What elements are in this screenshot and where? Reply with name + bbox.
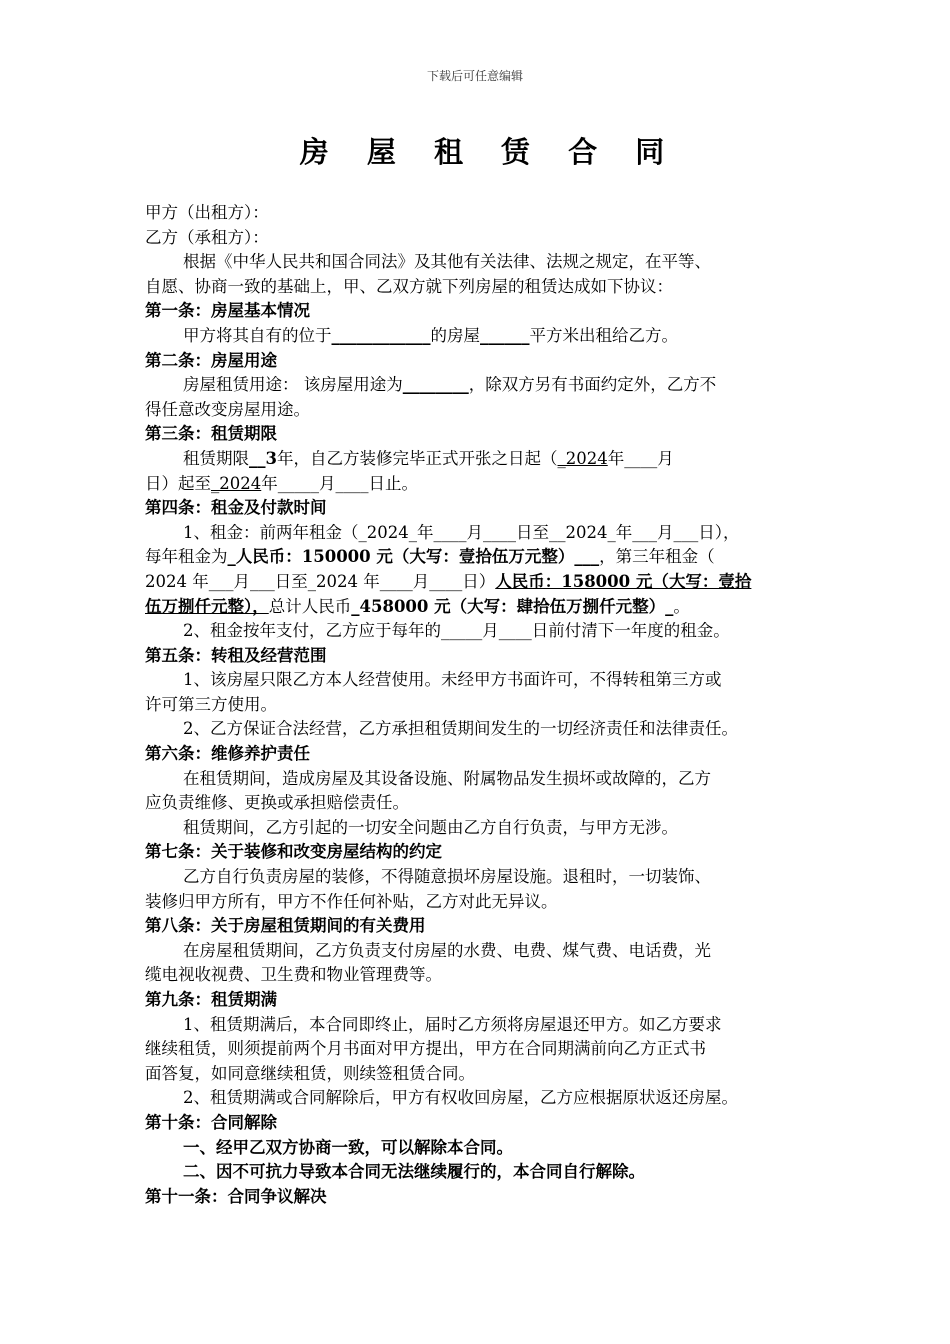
a3-text-2: 年，自乙方装修完毕正式开张之日起（	[276, 448, 558, 468]
article-4-line-3	[145, 570, 820, 595]
article-2-para-2: 得任意改变房屋用途。	[145, 399, 310, 419]
a1-text-1: 甲方将其自有的位于	[183, 325, 332, 345]
a3-text-5: 日）起至	[145, 473, 211, 493]
a4-total-rent: _458000 元（大写：肆拾伍万捌仟元整）_	[351, 596, 674, 616]
document-title: 房 屋 租 赁 合 同	[299, 135, 679, 169]
article-1-para	[145, 324, 820, 349]
a3-end-day-blank: ____	[335, 473, 369, 493]
article-6-line-3: 租赁期间，乙方引起的一切安全问题由乙方自行负责，与甲方无涉。	[183, 817, 678, 837]
article-1-title: 第一条：房屋基本情况	[145, 301, 310, 321]
intro-line-1: 根据《中华人民共和国合同法》及其他有关法律、法规之规定，在平等、	[183, 252, 711, 272]
article-9-line-1: 1、租赁期满后，本合同即终止，届时乙方须将房屋退还甲方。如乙方要求	[183, 1014, 722, 1034]
intro-line-2: 自愿、协商一致的基础上，甲、乙双方就下列房屋的租赁达成如下协议：	[145, 276, 673, 296]
article-3-para-2	[145, 472, 820, 497]
a3-text-4: 月	[657, 448, 674, 468]
article-7-title: 第七条：关于装修和改变房屋结构的约定	[145, 842, 442, 862]
a3-text-3: 年	[607, 448, 625, 468]
a3-text-7: 月	[319, 473, 336, 493]
a3-term-years: __3	[249, 448, 277, 468]
article-2-title: 第二条：房屋用途	[145, 350, 277, 370]
contract-body	[145, 201, 820, 1209]
article-8-line-1: 在房屋租赁期间，乙方负责支付房屋的水费、电费、煤气费、电话费，光	[183, 940, 711, 960]
a4-third-year-rent: 人民币：158000 元（大写：壹拾	[495, 571, 752, 591]
article-6-line-2: 应负责维修、更换或承担赔偿责任。	[145, 793, 409, 813]
article-6-line-1: 在租赁期间，造成房屋及其设备设施、附属物品发生损坏或故障的，乙方	[183, 768, 711, 788]
article-5-line-2: 许可第三方使用。	[145, 694, 277, 714]
article-6-title: 第六条：维修养护责任	[145, 744, 310, 764]
article-10-line-1: 一、经甲乙双方协商一致，可以解除本合同。	[183, 1137, 513, 1157]
header-note: 下载后可任意编辑	[426, 69, 523, 83]
a3-text-8: 日止。	[368, 473, 418, 493]
a1-blank-location: ____________	[331, 325, 431, 345]
article-10-title: 第十条：合同解除	[145, 1112, 277, 1132]
a1-text-3: 平方米出租给乙方。	[529, 325, 678, 345]
a2-text-2: ，除双方另有书面约定外，乙方不	[468, 375, 717, 395]
a3-start-year: _2024	[557, 448, 608, 468]
a3-text-6: 年	[261, 473, 278, 493]
article-8-line-2: 缆电视收视费、卫生费和物业管理费等。	[145, 965, 442, 985]
article-3-title: 第三条：租赁期限	[145, 424, 277, 444]
a1-blank-area: ______	[480, 325, 530, 345]
article-9-title: 第九条：租赁期满	[145, 990, 277, 1009]
article-10-line-2: 二、因不可抗力导致本合同无法继续履行的，本合同自行解除。	[183, 1162, 645, 1182]
article-4-line-4	[145, 595, 820, 620]
article-7-line-1: 乙方自行负责房屋的装修，不得随意损坏房屋设施。退租时，一切装饰、	[183, 867, 711, 887]
a3-end-month-blank: _____	[277, 473, 319, 493]
article-2-para-1	[145, 373, 820, 398]
a3-start-month-blank: ____	[624, 448, 658, 468]
a3-text-1: 租赁期限	[183, 448, 249, 468]
article-4-line-1: 1、租金：前两年租金（_2024_年____月____日至__2024_年___月___日），	[183, 522, 740, 542]
a4-text-5: 。	[673, 596, 690, 616]
article-5-line-1: 1、该房屋只限乙方本人经营使用。未经甲方书面许可，不得转租第三方或	[183, 670, 722, 690]
party-b-line: 乙方（承租方）：	[145, 227, 269, 247]
a1-text-2: 的房屋	[430, 325, 480, 345]
article-11-title: 第十一条：合同争议解决	[145, 1186, 327, 1206]
article-9-line-4: 2、租赁期满或合同解除后，甲方有权收回房屋，乙方应根据原状返还房屋。	[183, 1088, 738, 1108]
article-5-line-3: 2、乙方保证合法经营，乙方承担租赁期间发生的一切经济责任和法律责任。	[183, 719, 738, 739]
party-a-line: 甲方（出租方）：	[145, 203, 269, 222]
a4-text-3: 2024 年___月___日至_2024 年____月____日）	[145, 571, 496, 591]
a2-text-1: 房屋租赁用途： 该房屋用途为	[183, 375, 403, 395]
article-7-line-2: 装修归甲方所有，甲方不作任何补贴，乙方对此无异议。	[145, 891, 558, 911]
a3-end-year: _2024	[211, 473, 262, 493]
article-4-line-2	[145, 545, 820, 570]
article-8-title: 第八条：关于房屋租赁期间的有关费用	[145, 916, 426, 936]
article-9-line-3: 面答复，如同意继续租赁，则续签租赁合同。	[145, 1063, 475, 1083]
article-5-title: 第五条：转租及经营范围	[145, 645, 327, 665]
a4-annual-rent: _人民币：150000 元（大写：壹拾伍万元整）___	[227, 547, 600, 567]
article-9-line-2: 继续租赁，则须提前两个月书面对甲方提出，甲方在合同期满前向乙方正式书	[145, 1039, 706, 1059]
a4-third-year-rent-cont: 伍万捌仟元整），	[145, 596, 269, 616]
a4-text-2: ，第三年租金（	[599, 547, 715, 567]
article-4-title: 第四条：租金及付款时间	[145, 498, 327, 518]
article-4-line-5: 2、租金按年支付，乙方应于每年的_____月____日前付清下一年度的租金。	[183, 621, 730, 641]
article-3-para-1	[145, 447, 820, 472]
a4-text-4: 总计人民币	[268, 596, 352, 616]
a4-text-1: 每年租金为	[145, 547, 228, 567]
a2-blank-use: ________	[402, 375, 469, 395]
